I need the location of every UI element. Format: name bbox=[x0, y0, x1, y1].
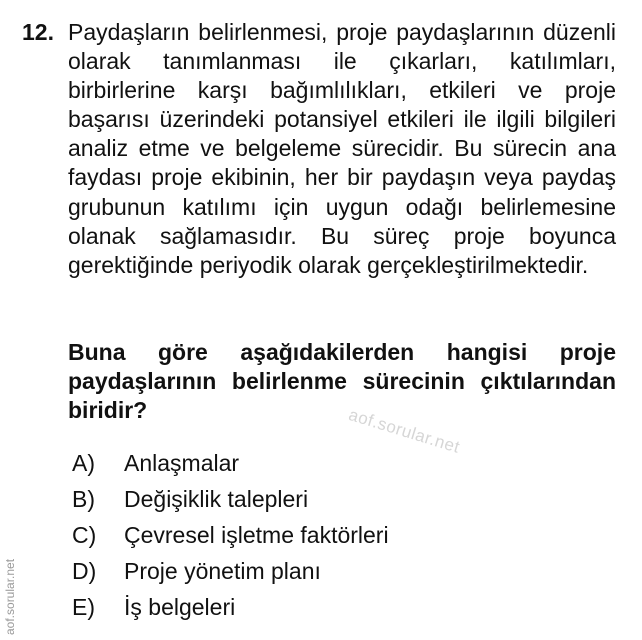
option-letter: E) bbox=[72, 593, 95, 620]
question-paragraph: Paydaşların belirlenmesi, proje paydaşlarının düzenli olarak tanımlanması ile çıkarları, katılımları, birbirlerine karşı bağımlılıkları, etkileri ve proje başarısı üzerindeki potansiyel etkileri ile ilgili bilgileri analiz etme ve belgeleme sürecidir. Bu sürecin ana faydası proje ekibinin, her bir paydaşın veya paydaş grubunun katılımı için uygun odağı belirlemesine olanak sağlamasıdır. Bu süreç proje boyunca gerektiğinde periyodik olarak gerçekleştirilmektedir. bbox=[68, 19, 616, 278]
watermark-diagonal: aof.sorular.net bbox=[346, 405, 463, 457]
option-e[interactable] bbox=[72, 589, 389, 625]
option-letter: D) bbox=[72, 557, 97, 584]
option-c[interactable] bbox=[72, 517, 389, 553]
watermark-side: aof.sorular.net bbox=[3, 558, 17, 635]
option-text: Değişiklik talepleri bbox=[124, 485, 309, 512]
option-text: Proje yönetim planı bbox=[124, 557, 321, 584]
option-text: Çevresel işletme faktörleri bbox=[124, 521, 389, 548]
option-letter: A) bbox=[72, 449, 95, 476]
question-number: 12. bbox=[22, 19, 54, 45]
option-letter: B) bbox=[72, 485, 95, 512]
option-b[interactable] bbox=[72, 481, 389, 517]
option-a[interactable] bbox=[72, 445, 389, 481]
question-prompt: Buna göre aşağıdakilerden hangisi proje paydaşlarının belirlenme sürecinin çıktılarından biridir? bbox=[68, 339, 616, 423]
answer-options bbox=[72, 445, 389, 625]
option-text: Anlaşmalar bbox=[124, 449, 240, 476]
option-letter: C) bbox=[72, 521, 97, 548]
option-d[interactable] bbox=[72, 553, 389, 589]
option-text: İş belgeleri bbox=[124, 593, 236, 620]
